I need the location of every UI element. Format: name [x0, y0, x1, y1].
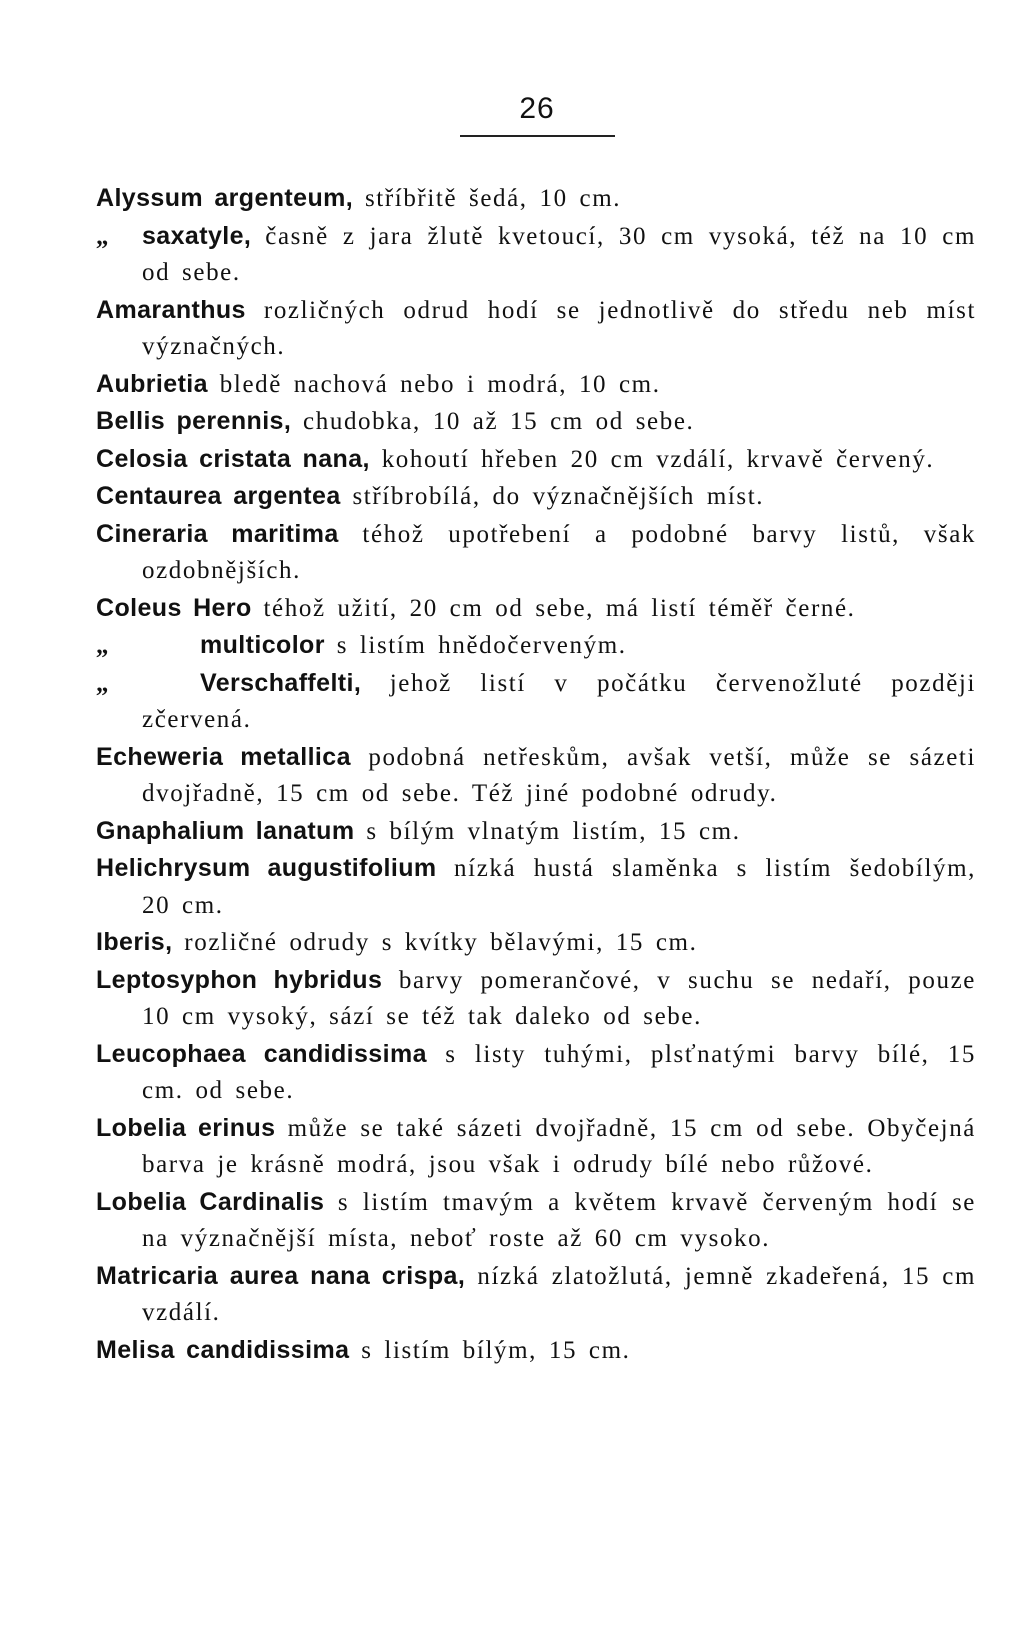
- plant-entry: [96, 665, 976, 739]
- plant-name: Matricaria aurea nana crispa,: [96, 1261, 466, 1290]
- plant-name: Leucophaea candidissima: [96, 1039, 427, 1068]
- plant-description: s bílým vlnatým listím, 15 cm.: [354, 817, 741, 845]
- plant-entry: [96, 962, 976, 1036]
- plant-description: s listím bílým, 15 cm.: [349, 1336, 631, 1364]
- plant-description: jehož listí v počátku červenožluté později zčervená.: [142, 669, 976, 733]
- plant-name: Cineraria maritima: [96, 519, 339, 548]
- plant-entry: [96, 924, 976, 962]
- plant-entry: [96, 478, 976, 516]
- plant-description: s listy tuhými, plsťnatými barvy bílé, 15 cm. od sebe.: [142, 1040, 977, 1104]
- plant-description: stříbřitě šedá, 10 cm.: [353, 185, 622, 212]
- ditto-mark: „: [96, 669, 111, 697]
- plant-name: Lobelia Cardinalis: [96, 1187, 325, 1216]
- page-number: 26: [519, 92, 555, 125]
- plant-description: nízká hustá slaměnka s listím šedobílým, 20 cm.: [142, 855, 976, 919]
- plant-name: Alyssum argenteum,: [96, 184, 354, 212]
- plant-description: kohoutí hřeben 20 cm vzdálí, krvavě červený.: [369, 445, 935, 473]
- plant-entry: [96, 1258, 976, 1332]
- plant-entry: [96, 366, 976, 404]
- plant-entry: [96, 590, 976, 628]
- plant-name: Helichrysum augustifolium: [96, 854, 437, 882]
- plant-entry: [96, 441, 976, 479]
- plant-entry: [96, 850, 976, 924]
- plant-entry: [96, 627, 976, 665]
- plant-entry: [96, 1110, 976, 1184]
- plant-entry: [96, 813, 976, 851]
- plant-name: Lobelia erinus: [96, 1113, 276, 1142]
- plant-name: Melisa candidissima: [96, 1335, 350, 1364]
- plant-name: Bellis perennis,: [96, 407, 292, 435]
- plant-description: podobná netřeskům, avšak vetší, může se sázeti dvojřadně, 15 cm od sebe. Též jiné podobné odrudy.: [142, 743, 976, 807]
- plant-description: rozličné odrudy s kvítky bělavými, 15 cm.: [172, 929, 698, 956]
- plant-entry: [96, 1332, 976, 1370]
- plant-name: Coleus Hero: [96, 593, 252, 622]
- plant-name: saxatyle,: [142, 221, 252, 250]
- plant-name: Echeweria metallica: [96, 742, 351, 771]
- plant-entry: [96, 218, 976, 292]
- plant-name: Centaurea argentea: [96, 482, 341, 510]
- plant-name: Iberis,: [96, 928, 173, 956]
- plant-entry: [96, 1036, 976, 1110]
- ditto-mark: „: [96, 632, 111, 659]
- plant-entry: [96, 180, 976, 218]
- plant-entry: [96, 739, 976, 813]
- plant-name: Celosia cristata nana,: [96, 444, 370, 473]
- plant-description: téhož užití, 20 cm od sebe, má listí téměř černé.: [251, 594, 856, 622]
- plant-name: Verschaffelti,: [200, 668, 362, 697]
- plant-description: rozličných odrud hodí se jednotlivě do středu neb míst význačných.: [142, 296, 976, 360]
- plant-name: Amaranthus: [96, 295, 246, 324]
- plant-description: může se také sázeti dvojřadně, 15 cm od sebe. Obyčejná barva je krásně modrá, jsou však i odrudy bílé nebo růžové.: [142, 1114, 976, 1178]
- page-number-rule: [460, 135, 615, 137]
- ditto-mark: „: [96, 222, 111, 250]
- plant-entry: [96, 516, 976, 590]
- plant-entry: [96, 292, 976, 366]
- plant-description: časně z jara žlutě kvetoucí, 30 cm vysoká, též na 10 cm od sebe.: [142, 222, 976, 286]
- plant-name: Gnaphalium lanatum: [96, 816, 355, 845]
- plant-description: stříbrobílá, do význačnějších míst.: [340, 483, 765, 510]
- plant-description: nízká zlatožlutá, jemně zkadeřená, 15 cm vzdálí.: [142, 1262, 976, 1326]
- plant-description: s listím tmavým a květem krvavě červeným hodí se na význačnější místa, neboť roste až 60 cm vysoko.: [142, 1188, 976, 1252]
- plant-entry: [96, 1184, 976, 1258]
- plant-description: chudobka, 10 až 15 cm od sebe.: [291, 408, 695, 435]
- plant-name: Leptosyphon hybridus: [96, 965, 383, 994]
- plant-entry: [96, 403, 976, 441]
- plant-description: bledě nachová nebo i modrá, 10 cm.: [207, 370, 661, 398]
- plant-name: Aubrietia: [96, 369, 208, 398]
- plant-description: s listím hnědočerveným.: [324, 632, 627, 659]
- plant-list: [96, 180, 976, 1369]
- plant-description: barvy pomerančové, v suchu se nedaří, pouze 10 cm vysoký, sází se též tak daleko od sebe.: [142, 966, 976, 1030]
- plant-name: multicolor: [200, 631, 325, 659]
- plant-description: téhož upotřebení a podobné barvy listů, však ozdobnějších.: [142, 520, 976, 584]
